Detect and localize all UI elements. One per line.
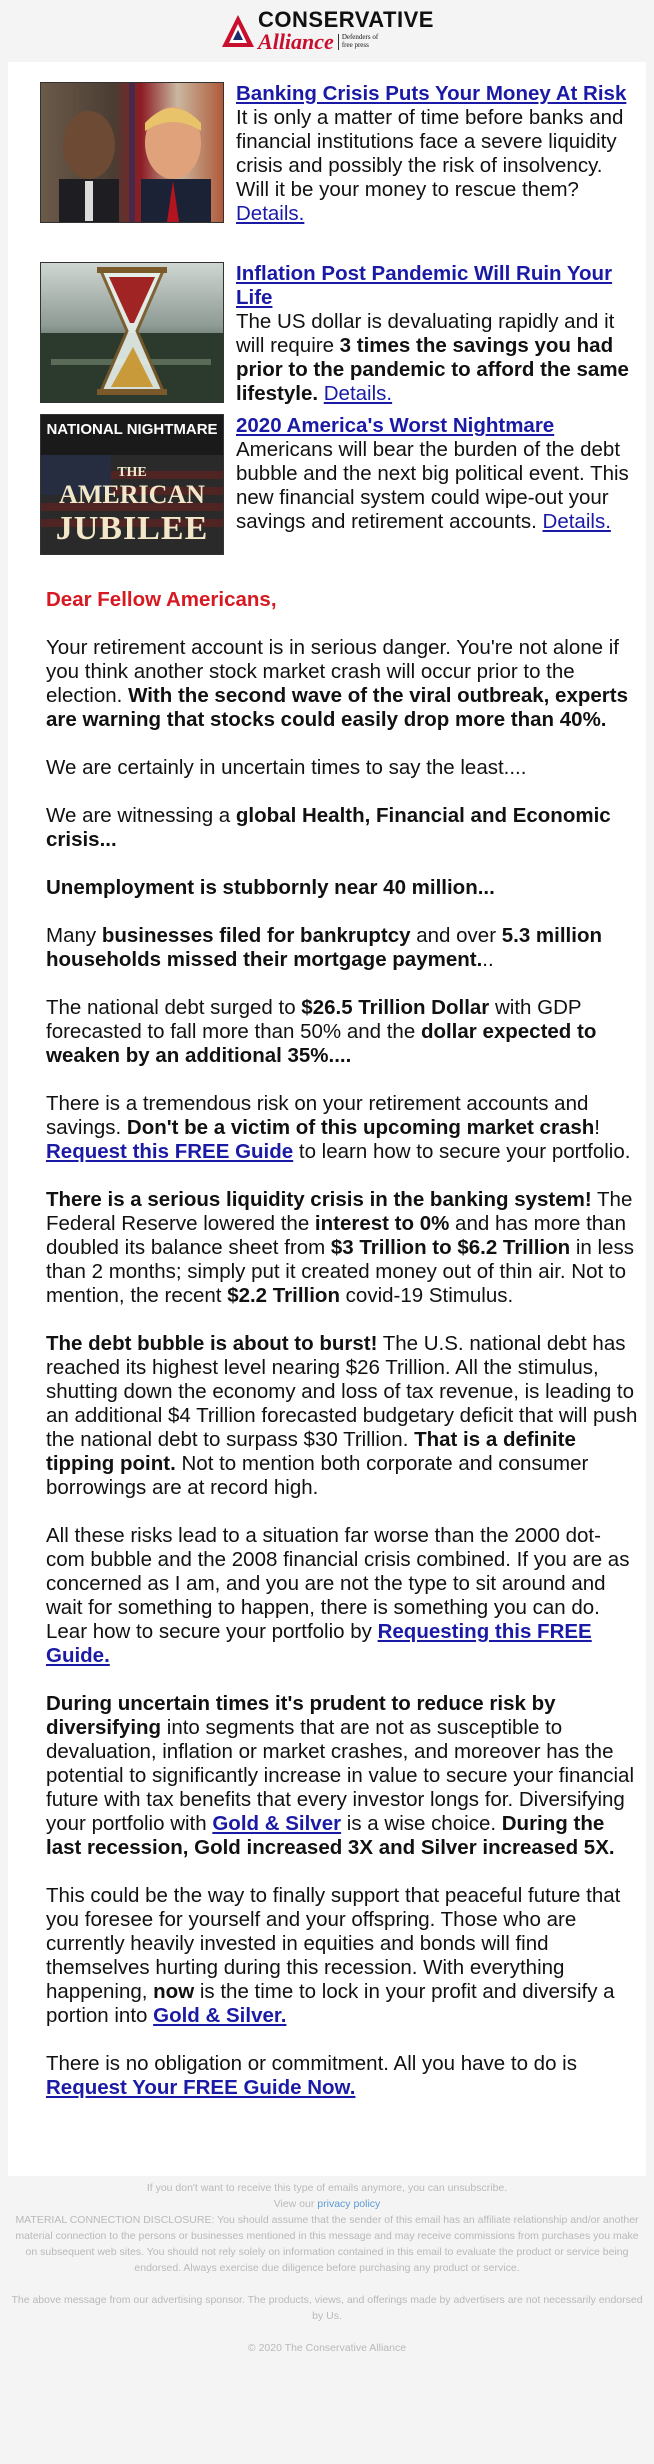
text-bold: now xyxy=(153,1980,195,2003)
letter-paragraph xyxy=(46,1092,638,1164)
text-bold: With the second wave of the viral outbreak, experts are warning that stocks could easily drop more than 40%. xyxy=(46,684,628,731)
text: ! xyxy=(594,1116,600,1139)
text: with GDP forecasted to fall more than 50% and the xyxy=(46,996,582,1043)
logo-tagline: Defenders of free press xyxy=(338,34,382,49)
text-bold: During uncertain times it's prudent to reduce risk by diversifying xyxy=(46,1692,556,1739)
text: is the time to lock in your profit and diversify a portion into xyxy=(46,1980,615,2027)
text-bold: global Health, Financial and Economic crisis... xyxy=(46,804,611,851)
article-body xyxy=(236,262,636,406)
text: The U.S. national debt has reached its highest level nearing $26 Trillion. All the stimulus, shutting down the economy and loss of tax revenue, is leading to an additional $4 Trillion forecasted budgetary deficit that will push the national debt to surpass $30 Trillion. xyxy=(46,1332,638,1451)
text-bold: $3 Trillion to $6.2 Trillion xyxy=(330,1236,571,1259)
text-bold: Unemployment is stubbornly near 40 million... xyxy=(46,876,495,899)
text-bold: That is a definite tipping point. xyxy=(46,1428,576,1475)
article-worst-nightmare xyxy=(40,414,636,555)
text: in less than 2 months; simply put it created money out of thin air. Not to mention, the recent xyxy=(46,1236,634,1307)
text-bold: interest to 0% xyxy=(314,1212,450,1235)
letter-paragraph xyxy=(46,2052,638,2100)
banner-heading: NATIONAL NIGHTMARE xyxy=(46,421,218,438)
letter-paragraph xyxy=(46,1884,638,2028)
letter-greeting: Dear Fellow Americans, xyxy=(46,588,277,611)
article-description: It is only a matter of time before banks and financial institutions face a severe liquidity crisis and possibly the risk of insolvency. Will it be your money to rescue them? xyxy=(236,106,624,201)
text-bold: businesses filed for bankruptcy xyxy=(101,924,411,947)
article-title-link[interactable]: Banking Crisis Puts Your Money At Risk xyxy=(236,82,627,105)
presidents-photo-icon[interactable] xyxy=(40,82,224,223)
text: All these risks lead to a situation far worse than the 2000 dot-com bubble and the 2008 financial crisis combined. If you are as concerned as I am, and you are not the type to sit around and wait for something to happen, there is something you can do. Lear how to secure your portfolio by xyxy=(46,1524,630,1643)
letter-paragraph xyxy=(46,924,638,972)
request-free-guide-link[interactable]: Request this FREE Guide xyxy=(46,1140,294,1163)
sponsor-notice: The above message from our advertising sponsor. The products, views, and offerings made by advertisers are not necessarily endorsed by Us. xyxy=(11,2294,643,2322)
banner-jubilee: JUBILEE xyxy=(55,510,209,547)
requesting-free-guide-link[interactable]: Requesting this FREE Guide. xyxy=(46,1620,592,1667)
gold-silver-link[interactable]: Gold & Silver. xyxy=(153,2004,287,2027)
letter-paragraph: We are certainly in uncertain times to say the least.... xyxy=(46,756,527,779)
text-bold: During the last recession, Gold increased 3X and Silver increased 5X. xyxy=(46,1812,615,1859)
conservative-alliance-logo[interactable] xyxy=(220,9,434,53)
article-body xyxy=(236,414,636,555)
banner-the: THE xyxy=(117,465,147,480)
text-bold: $2.2 Trillion xyxy=(227,1284,340,1307)
letter-paragraph xyxy=(46,996,638,1068)
text: is a wise choice. xyxy=(341,1812,502,1835)
article-title-link[interactable]: Inflation Post Pandemic Will Ruin Your Life xyxy=(236,262,613,309)
text-bold: The debt bubble is about to burst! xyxy=(46,1332,378,1355)
text: and has more than doubled its balance sheet from xyxy=(46,1212,626,1259)
article-details-link[interactable]: Details. xyxy=(323,382,393,405)
text-bold: $26.5 Trillion Dollar xyxy=(301,996,490,1019)
text: There is no obligation or commitment. All you have to do is xyxy=(46,2052,577,2075)
letter-paragraph xyxy=(46,1692,638,1860)
text: Your retirement account is in serious danger. You're not alone if you think another stock market crash will occur prior to the election. xyxy=(46,636,619,707)
text: This could be the way to finally support that peaceful future that you foresee for yourself and your offspring. Those who are currently heavily invested in equities and bonds will find themselves hurting during this recession. With everything happening, xyxy=(46,1884,621,2003)
article-inflation xyxy=(40,262,636,406)
letter-paragraph xyxy=(46,636,638,732)
text: The Federal Reserve lowered the xyxy=(46,1188,633,1235)
unsubscribe-text[interactable]: If you don't want to receive this type of emails anymore, you can unsubscribe. xyxy=(146,2182,508,2194)
hourglass-money-photo-icon[interactable] xyxy=(40,262,224,403)
text: We are witnessing a xyxy=(46,804,236,827)
logo-name-bottom: Alliance xyxy=(258,29,334,54)
text-bold: dollar expected to weaken by an additional 35%.... xyxy=(46,1020,597,1067)
text: and over xyxy=(410,924,502,947)
article-description: The US dollar is devaluating rapidly and it will require xyxy=(236,310,615,357)
text: Not to mention both corporate and consumer borrowings are at record high. xyxy=(46,1452,589,1499)
privacy-line xyxy=(10,2196,644,2212)
text: covid-19 Stimulus. xyxy=(339,1284,514,1307)
text-bold: 5.3 million households missed their mortgage payment. xyxy=(46,924,602,971)
article-body xyxy=(236,82,636,226)
text: The national debt surged to xyxy=(46,996,302,1019)
text: There is a tremendous risk on your retirement accounts and savings. xyxy=(46,1092,589,1139)
article-title-link[interactable]: 2020 America's Worst Nightmare xyxy=(236,414,555,437)
material-disclosure: MATERIAL CONNECTION DISCLOSURE: You should assume that the sender of this email has an affiliate relationship and/or another material connection to the persons or businesses mentioned in this message and may receive commissions from purchases you make on subsequent web sites. You should not rely solely on information contained in this email to evaluate the product or service being endorsed. Always exercise due diligence before purchasing any product or service. xyxy=(15,2214,639,2274)
article-banking-crisis xyxy=(40,82,636,226)
article-description: Americans will bear the burden of the debt bubble and the next big political event. This new financial system could wipe-out your savings and retirement accounts. xyxy=(236,438,629,533)
text-bold: There is a serious liquidity crisis in the banking system! xyxy=(46,1188,592,1211)
letter-paragraph xyxy=(46,876,638,900)
logo-name-top: CONSERVATIVE xyxy=(258,7,434,32)
letter-paragraph xyxy=(46,1332,638,1500)
text: .. xyxy=(482,948,494,971)
article-details-link[interactable]: Details. xyxy=(236,202,305,225)
american-jubilee-banner-icon[interactable] xyxy=(40,414,224,555)
text: View our xyxy=(273,2198,318,2210)
letter-body xyxy=(46,588,638,2124)
text: to learn how to secure your portfolio. xyxy=(293,1140,631,1163)
article-description-emphasis: 3 times the savings you had prior to the pandemic to afford the same lifestyle. xyxy=(236,334,629,405)
text-bold: Don't be a victim of this upcoming market crash xyxy=(126,1116,595,1139)
banner-american: AMERICAN xyxy=(59,480,205,509)
request-free-guide-now-link[interactable]: Request Your FREE Guide Now. xyxy=(46,2076,356,2099)
email-footer xyxy=(0,2176,654,2356)
letter-paragraph xyxy=(46,804,638,852)
letter-paragraph xyxy=(46,1188,638,1308)
privacy-policy-link[interactable]: privacy policy xyxy=(317,2198,381,2210)
copyright: © 2020 The Conservative Alliance xyxy=(247,2342,407,2354)
eagle-emblem-icon xyxy=(220,13,256,49)
text: into segments that are not as susceptible to devaluation, inflation or market crashes, and moreover has the potential to significantly increase in value to secure your financial future with tax benefits that every investor longs for. Diversifying your portfolio with xyxy=(46,1716,634,1835)
letter-paragraph xyxy=(46,1524,638,1668)
article-details-link[interactable]: Details. xyxy=(542,510,611,533)
gold-silver-link[interactable]: Gold & Silver xyxy=(212,1812,342,1835)
email-header xyxy=(0,0,654,62)
text: Many xyxy=(46,924,102,947)
